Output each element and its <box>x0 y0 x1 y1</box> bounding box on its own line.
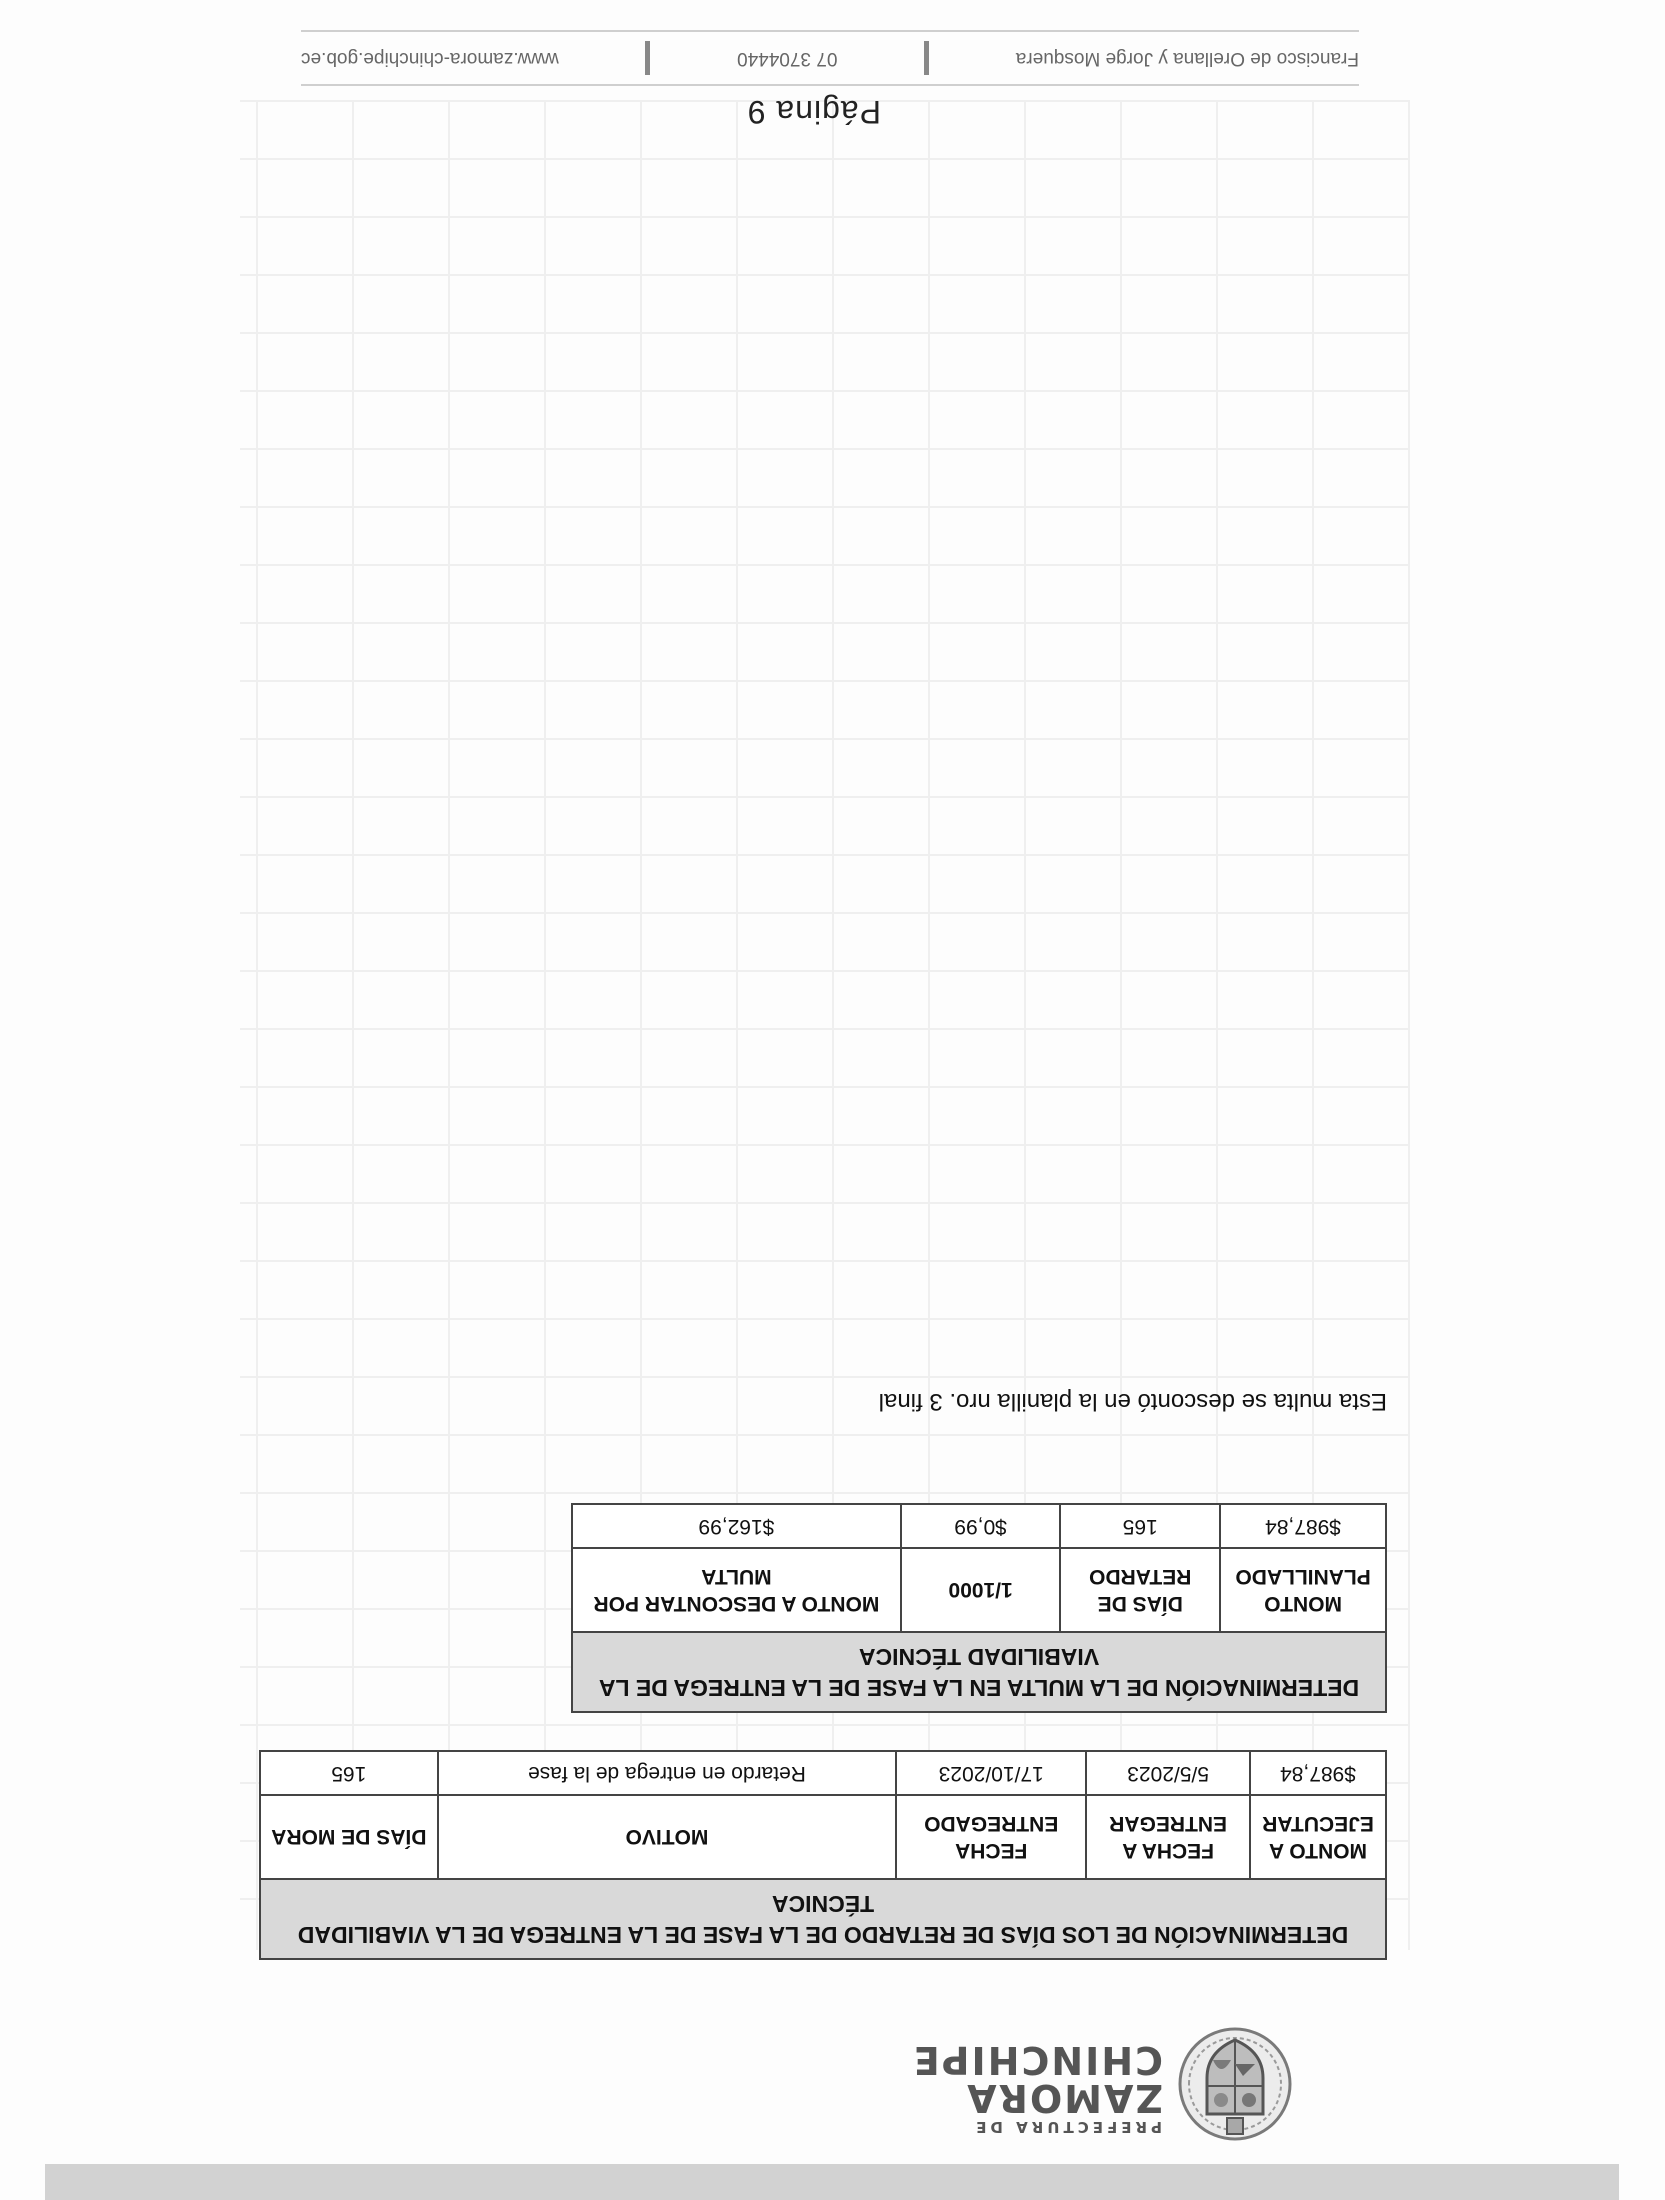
retardo-motivo: Retardo en entrega de la fase <box>438 1751 897 1795</box>
brand-chinchipe: CHINCHIPE <box>911 2038 1163 2082</box>
footer-address: Francisco de Orellana y Jorge Mosquera <box>1015 48 1359 69</box>
footer-separator <box>924 41 929 75</box>
multa-monto-planillado: $987,84 <box>1220 1504 1386 1548</box>
retardo-col-dias-de-mora: DÍAS DE MORA <box>260 1795 438 1879</box>
multa-dias-de-retardo: 165 <box>1060 1504 1220 1548</box>
multa-col-dias-de-retardo: DÍAS DE RETARDO <box>1060 1548 1220 1632</box>
table-row <box>572 1504 1386 1548</box>
retardo-fecha-entregado: 17/10/2023 <box>896 1751 1086 1795</box>
multa-col-monto-planillado: MONTO PLANILLADO <box>1220 1548 1386 1632</box>
multa-uno-por-mil: $0,99 <box>901 1504 1060 1548</box>
retardo-fecha-a-entregar: 5/5/2023 <box>1086 1751 1250 1795</box>
footer-phone: 07 3704440 <box>737 48 838 69</box>
prefectura-coat-of-arms-logo <box>1175 2024 1295 2144</box>
retardo-table <box>259 1750 1387 1960</box>
multa-monto-a-descontar: $162,99 <box>572 1504 901 1548</box>
table-row <box>260 1751 1386 1795</box>
brand-zamora: ZAMORA <box>965 2076 1163 2120</box>
footer-top-rule <box>301 84 1359 86</box>
retardo-dias-de-mora: 165 <box>260 1751 438 1795</box>
retardo-col-motivo: MOTIVO <box>438 1795 897 1879</box>
retardo-monto-a-ejecutar: $987,84 <box>1250 1751 1386 1795</box>
multa-note: Esta multa se descontó en la planilla nro. 3 final <box>878 1388 1387 1415</box>
retardo-table-title: DETERMINACIÓN DE LOS DÍAS DE RETARDO DE LA FASE DE LA ENTREGA DE LA VIABILIDAD TÉCNICA <box>260 1879 1386 1959</box>
multa-table <box>571 1503 1387 1713</box>
brand-prefectura-de: PREFECTURA DE <box>972 2118 1162 2136</box>
retardo-col-monto-a-ejecutar: MONTO A EJECUTAR <box>1250 1795 1386 1879</box>
multa-table-title: DETERMINACIÓN DE LA MULTA EN LA FASE DE LA ENTREGA DE LA VIABILIDAD TÉCNICA <box>572 1632 1386 1712</box>
footer-separator <box>645 41 650 75</box>
retardo-col-fecha-a-entregar: FECHA A ENTREGAR <box>1086 1795 1250 1879</box>
footer-website: www.zamora-chinchipe.gob.ec <box>301 48 559 69</box>
footer-bottom-rule <box>301 30 1359 32</box>
multa-col-monto-a-descontar: MONTO A DESCONTAR POR MULTA <box>572 1548 901 1632</box>
multa-col-uno-por-mil: 1/1000 <box>901 1548 1060 1632</box>
retardo-col-fecha-entregado: FECHA ENTREGADO <box>896 1795 1086 1879</box>
footer <box>301 40 1359 76</box>
letterhead <box>911 2018 1295 2148</box>
scan-edge-band <box>45 2164 1619 2200</box>
page-number: Página 9 <box>746 94 881 130</box>
